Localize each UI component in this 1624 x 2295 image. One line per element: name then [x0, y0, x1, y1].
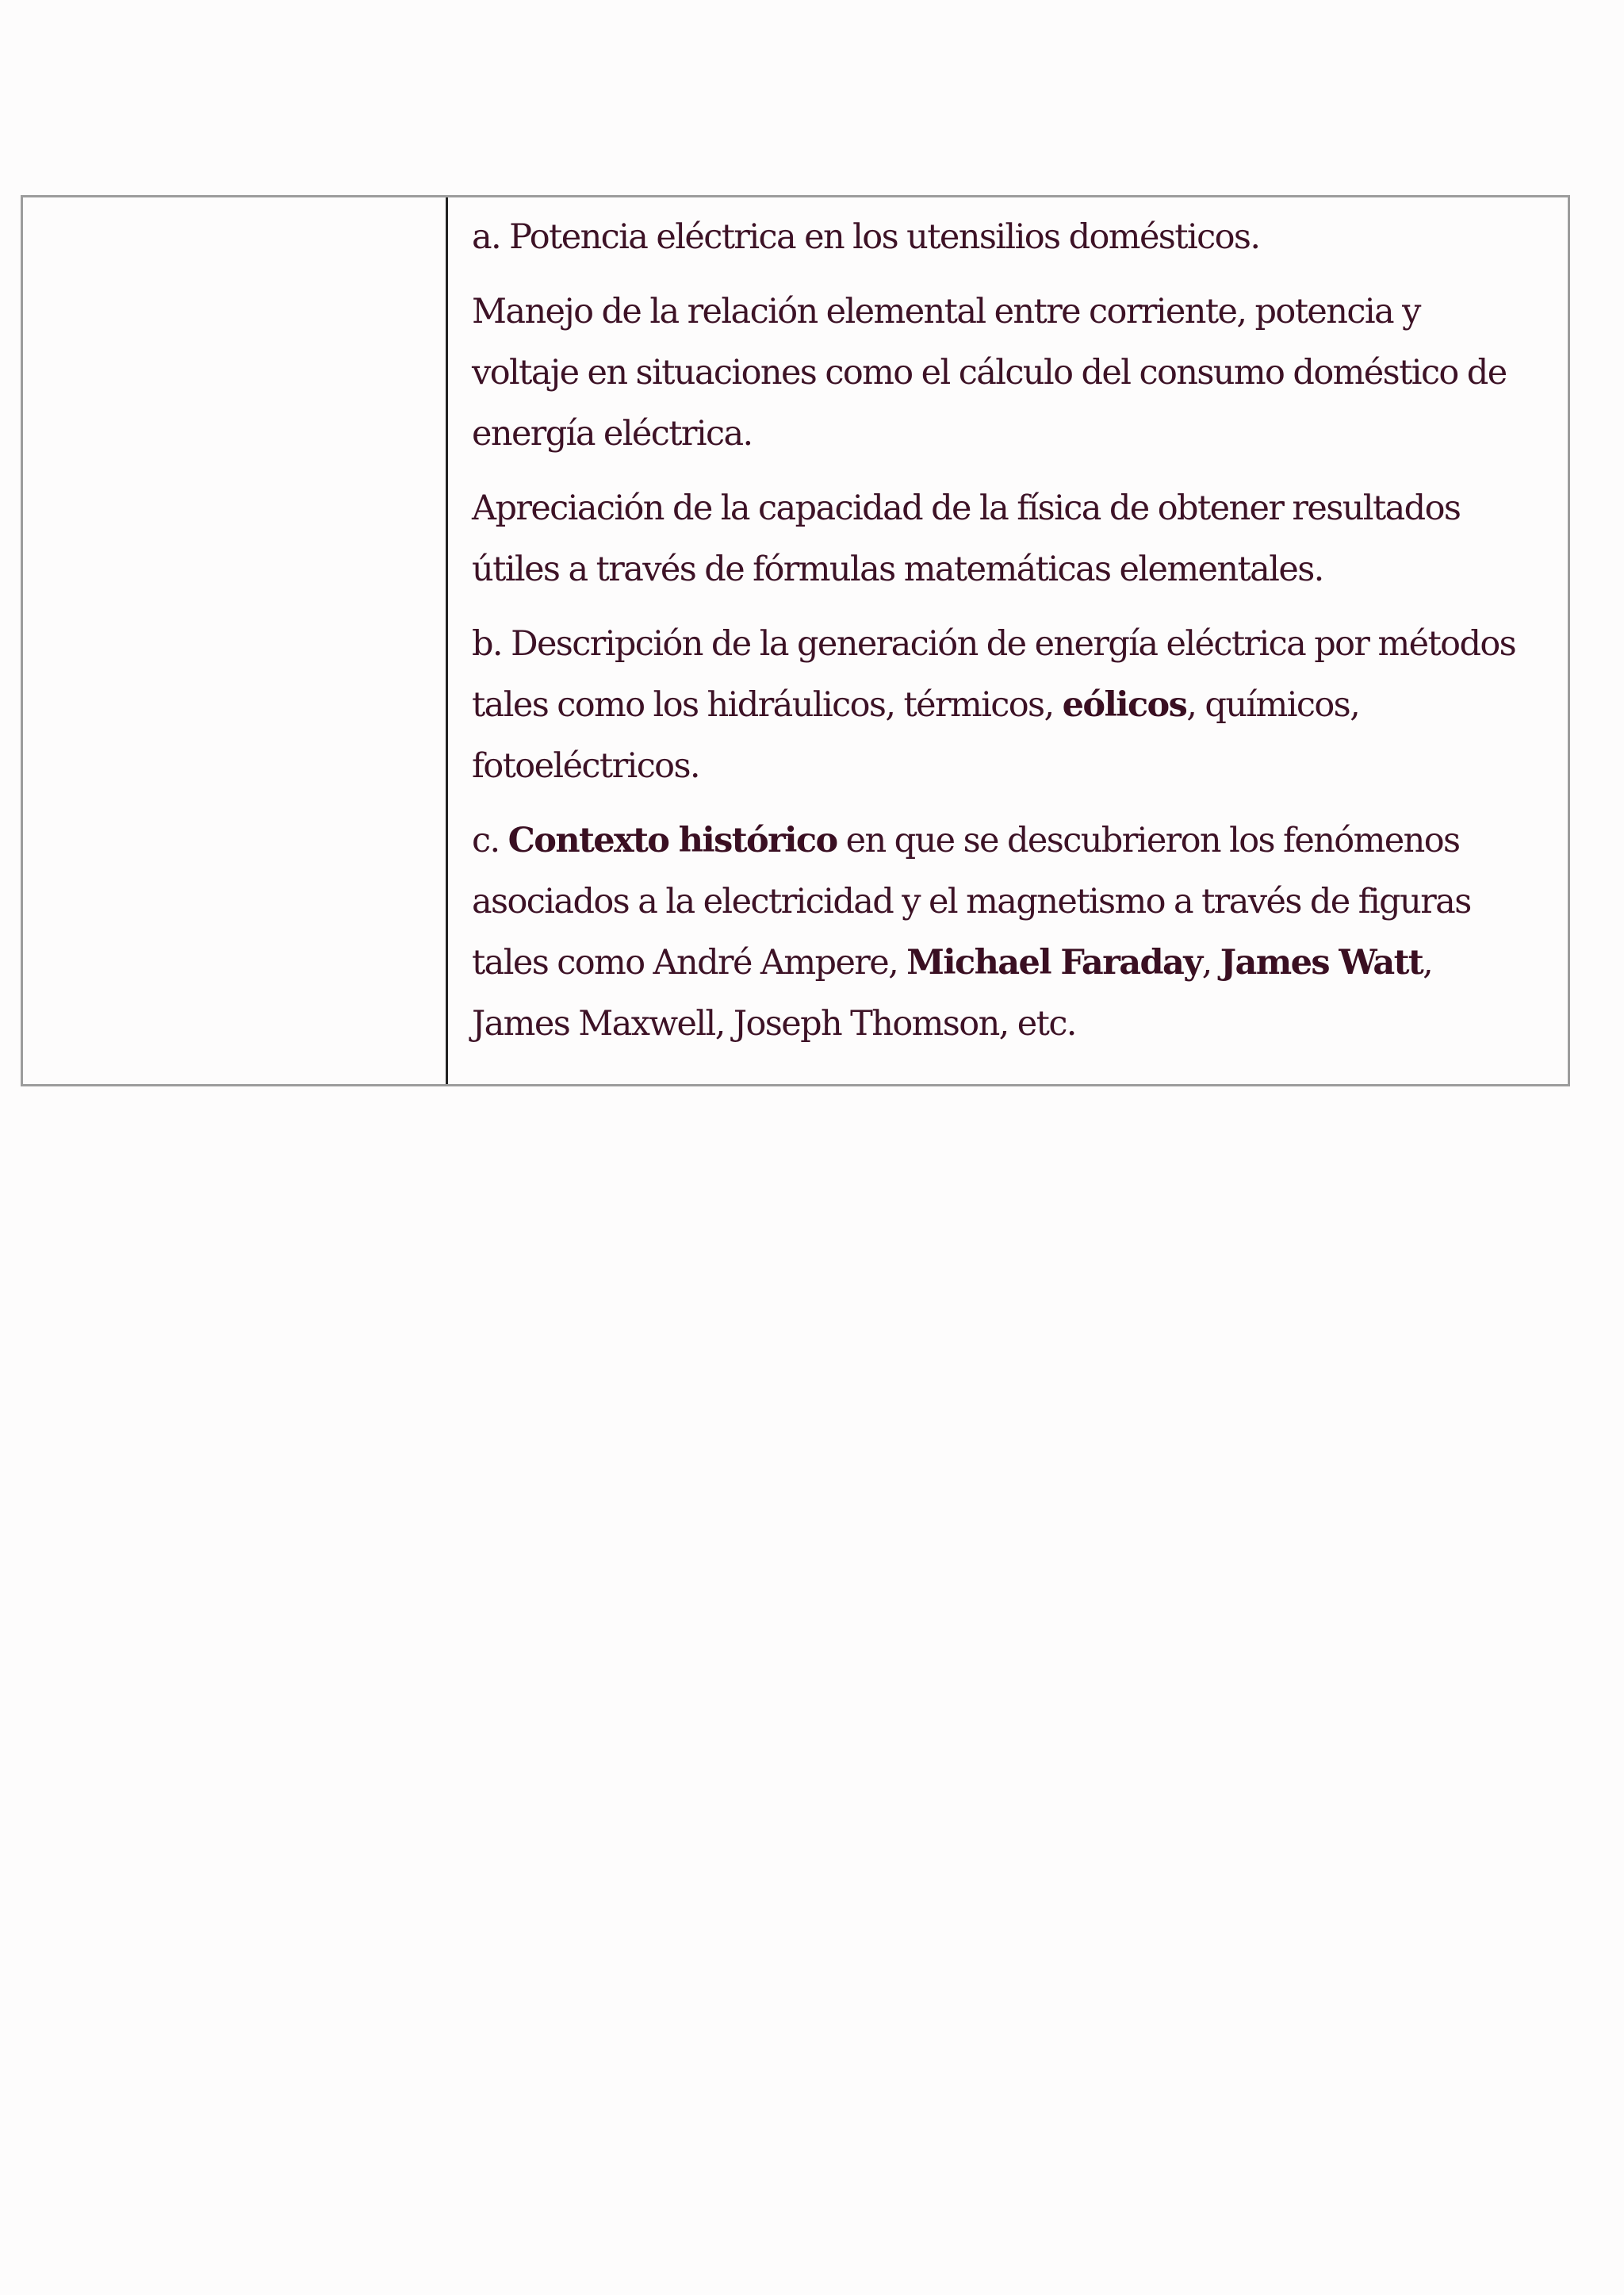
- bold-text-run: James Watt: [1220, 943, 1423, 983]
- paragraph-c: [472, 810, 1520, 1055]
- text-run: Manejo de la relación elemental entre corriente, potencia y voltaje en situaciones como el cálculo del consumo doméstico de energía eléctrica.: [472, 292, 1507, 454]
- paragraph-manejo: [472, 282, 1520, 465]
- paragraph-b: [472, 614, 1520, 797]
- bold-text-run: Contexto histórico: [508, 821, 837, 860]
- text-run: c.: [472, 821, 508, 860]
- table-left-cell: [23, 197, 448, 1084]
- text-run: b. Descripción de la generación de energía eléctrica por métodos tales como los hidráulicos, térmicos,: [472, 624, 1516, 725]
- text-run: ,: [1201, 943, 1220, 983]
- text-run: en que se descubrieron los fenómenos asociados a la electricidad y el magnetismo a través de figuras tales como André Ampere,: [472, 821, 1471, 983]
- text-run: , químicos, fotoeléctricos.: [472, 685, 1360, 786]
- paragraph-apreciacion: [472, 478, 1520, 600]
- bold-text-run: eólicos: [1062, 685, 1187, 725]
- text-run: a. Potencia eléctrica en los utensilios domésticos.: [472, 217, 1260, 257]
- table-right-cell: [448, 197, 1568, 1084]
- bold-text-run: Michael Faraday: [906, 943, 1202, 983]
- text-run: , James Maxwell, Joseph Thomson, etc.: [472, 943, 1433, 1044]
- paragraph-a: [472, 207, 1520, 268]
- text-run: Apreciación de la capacidad de la física de obtener resultados útiles a través de fórmulas matemáticas elementales.: [472, 489, 1461, 589]
- content-table: [21, 195, 1570, 1086]
